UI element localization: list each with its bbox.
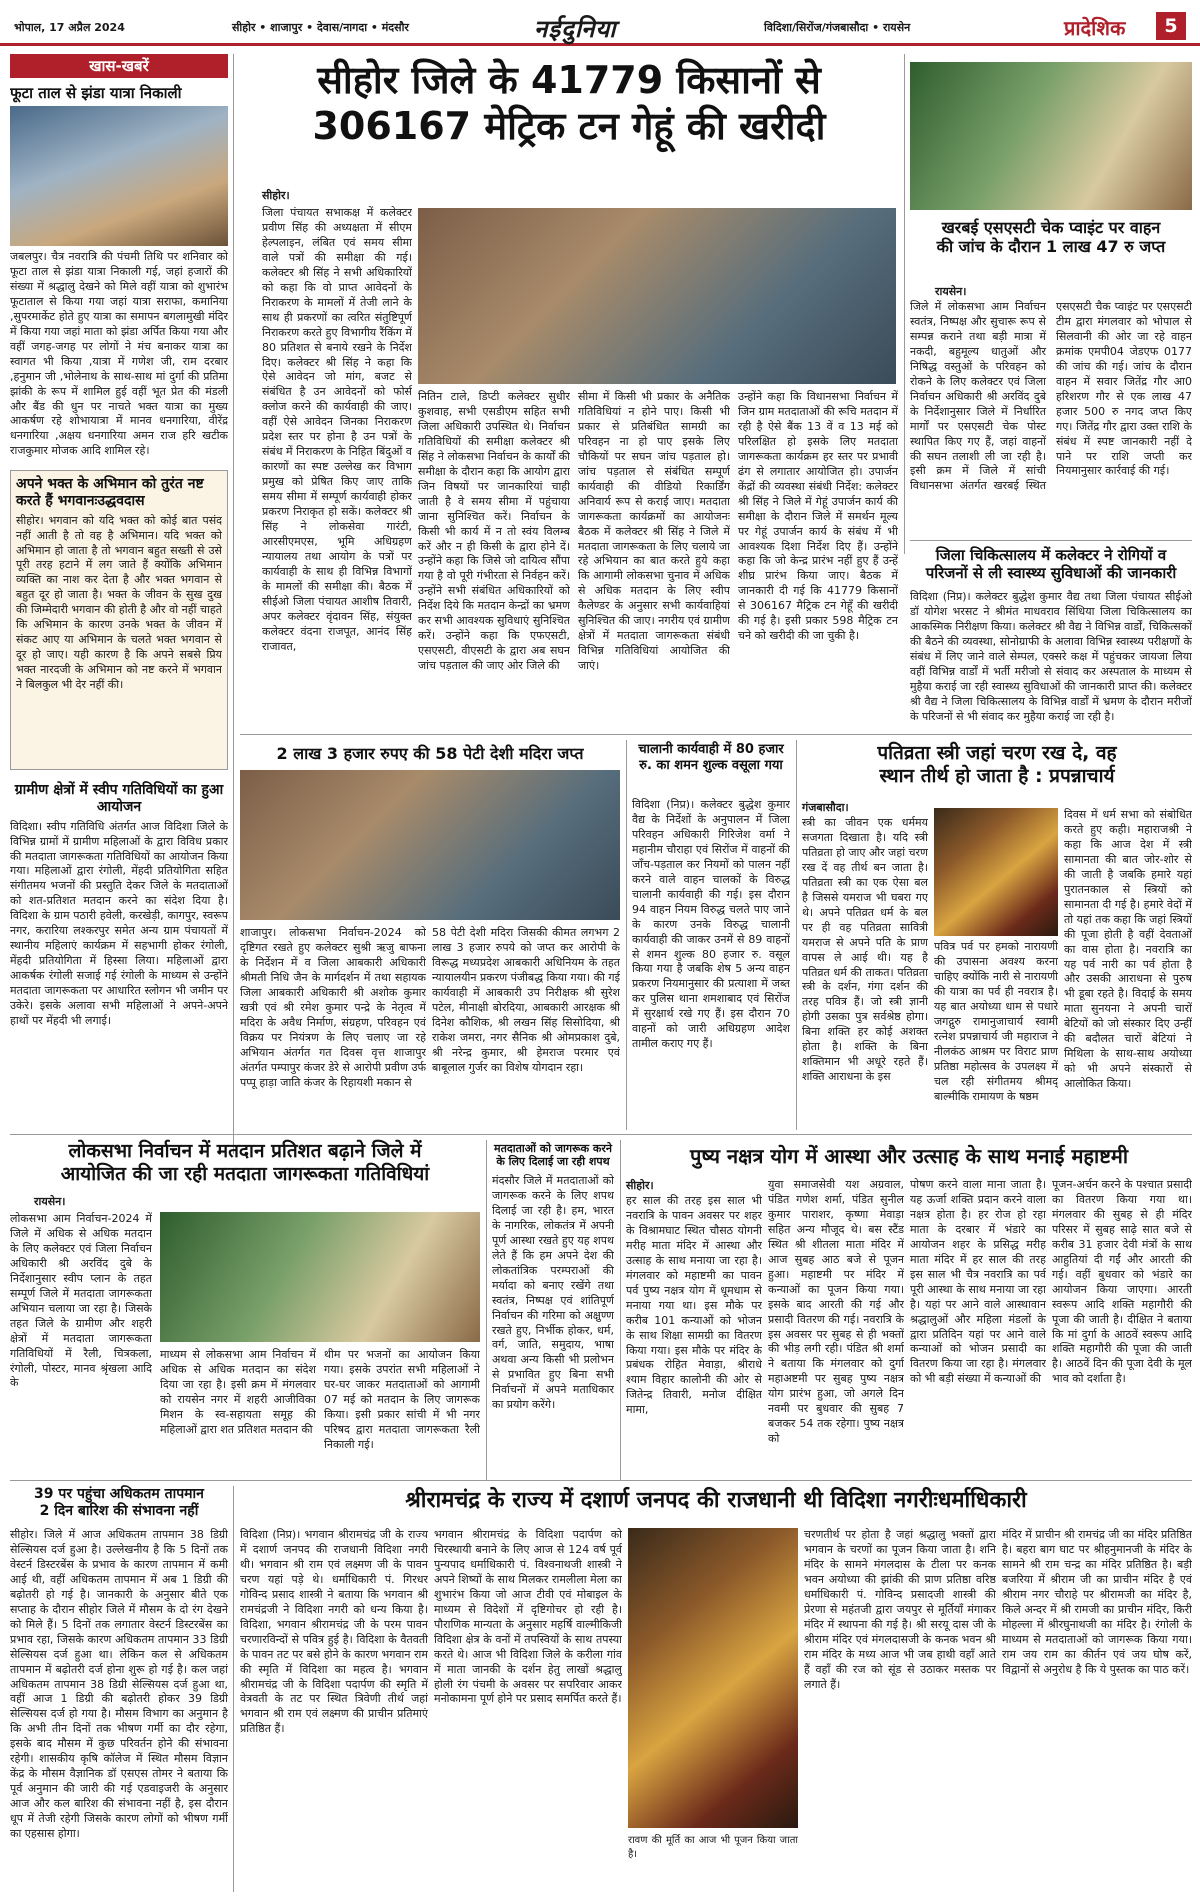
checkpoint-body: जिले में लोकसभा आम निर्वाचन स्वतंत्र, निष्पक्ष और सुचारू रूप से सम्पन्न कराने तथा बड़ी मात्रा में नकदी, बहुमूल्य धातुओं और निषिद्ध वस्तुओं के परिवहन को रोकने के लिए कलेक्टर एवं जिला निर्वाचन अधिकारी श्री अरविंद दुबे के निर्देशानुसार जिले में निर्धारित मार्गों पर एसएसटी चेक पोस्ट स्थापित किए गए हैं, जहां वाहनों की सघन तलाशी ली जा रही है। इसी क्रम में जिले में सांची विधानसभा अंतर्गत खरबई स्थित एसएसटी चैक प्वाइंट पर एसएसटी टीम द्वारा मंगलवार को भोपाल से सिलवानी की ओर जा रहे वाहन क्रमांक एमपी04 जेडएफ 0177 की जांच की गई। जांच के दौरान वाहन में सवार जितेंद्र गौर आ0 हरिशरण गौर से एक लाख 47 हजार 500 रु नगद जप्त किए गए। जितेंद्र गौर द्वारा उक्त राशि के संबंध में स्पष्ट जानकारी नहीं दे पाने पर राशि जप्ती कर नियमानुसार कार्रवाई की गई। [910,300,1192,493]
story-box [10,470,228,770]
checkpoint-headline-line2: की जांच के दौरान 1 लाख 47 रु जप्त [936,237,1166,257]
pushya-headline: पुष्य नक्षत्र योग में आस्था और उत्साह के साथ मनाई महाष्टमी [689,1144,1129,1168]
vote-body-col3: थीम पर भजनों का आयोजन किया गया। इसके उपरांत सभी महिलाओं ने घर-घर जाकर मतदाताओं को आगामी 07 मई को मतदान के लिए जागरूक किया। इसी प्रकार सांची में भी नगर परिषद द्वारा मतदाता जागरूकता रैली निकाली गई। [324,1348,480,1451]
section-divider [10,1480,1192,1481]
ravana-photo-caption: रावण की मूर्ति का आज भी पूजन किया जाता है। [628,1835,798,1860]
column-divider [233,54,234,1154]
vidisha-body-col4: मंदिर में प्राचीन श्री रामचंद्र जी का मंदिर प्रतिष्ठित है। बहरा बाग घाट पर श्रीहनुमानजी के मंदिर के सामने श्री राम चन्द्र का मंदिर प्रतिष्ठित है। बड़ी बजरिया में श्रीराम जी का प्राचीन मंदिर है एवं श्रीराम नगर चौराहे पर श्रीरामजी का मंदिर है, किले अन्दर में श्री रामजी का प्राचीन मंदिर, किरी मोहल्ला में श्रीरघुनाथजी का मंदिर है। रंगोली के माध्यम से मतदाताओं को जागरूक किया गया। राम जय राम का कीर्तन एवं जय घोष करें, विद्वानों से अनुरोध है कि ये पुस्तक का पाठ करें। [1002,1528,1192,1676]
pativrata-headline-line2: स्थान तीर्थ हो जाता है : प्रपन्नाचार्य [879,764,1115,787]
procession-photo [10,106,228,246]
liquor-body-col1: शाजापुर। लोकसभा निर्वाचन-2024 को दृष्टिगत रखते हुए कलेक्टर सुश्री ऋजु बाफना के निर्देशन में व जिला आबकारी अधिकारी श्रीमती निधि जैन के मार्गदर्शन में तथा सहायक जिला आबकारी अधिकारी श्री अशोक कुमार खत्री एवं श्री रमेश कुमार पन्द्रे के नेतृत्व में मदिरा के अवैध निर्माण, संग्रहण, परिवहन एवं विक्रय पर नियंत्रण के लिए चलाए जा रहे अभियान अंतर्गत गत दिवस वृत्त शाजापुर अंतर्गत पम्पापुर कंजर डेरे से आरोपी प्रवीण उर्फ पप्पू हाड़ा जाति कंजर के रिहायशी मकान से [240,926,426,1089]
column-divider [233,1486,234,1892]
checkpoint-headline [910,218,1192,256]
saint-photo [934,808,1058,936]
column-divider [796,740,797,1130]
challan-headline: चालानी कार्यवाही में 80 हजार रु. का शमन शुल्क वसूला गया [638,742,784,773]
liquor-body-col2: 58 पेटी देशी मदिरा जिसकी कीमत लगभग 2 लाख 3 हजार रुपये को जप्त कर आरोपी के विरूद्ध मध्यप्रदेश आबकारी अधिनियम के तहत न्यायालयीन प्रकरण पंजीबद्ध किया गया। की गई कार्यवाही में आबकारी उप निरीक्षक श्री सुरेश पटेल, मीनाक्षी बोरदिया, आबकारी आरक्षक श्री दिनेश कौशिक, श्री लखन सिंह सिसोदिया, श्री राकेश जमरा, नगर सैनिक श्री ओमप्रकाश दुबे, श्री नरेन्द्र कुमार, श्री हेमराज परमार एवं बाबूलाल गुर्जर का विशेष योगदान रहा। [432,926,620,1074]
lead-dateline: सीहोर। [262,189,290,202]
lead-body-col1: जिला पंचायत सभाकक्ष में कलेक्टर प्रवीण सिंह की अध्यक्षता में सीएम हेल्पलाइन, लंबित एवं समय सीमा वाले पत्रों की समीक्षा की गई। कलेक्टर श्री सिंह ने सभी अधिकारियों को कहा कि वो प्राप्त आवेदनों के निराकरण के मामलों में तेजी लाने के साथ ही प्रकरणों का त्वरित संतुष्टिपूर्ण निराकरण करते हुए विभागीय रैंकिंग में 80 प्रतिशत से बनाये रखने के निर्देश दिए। कलेक्टर श्री सिंह ने कहा कि ऐसे आवेदन जो मांग, बजट से संबंधित है उन आवेदनों को फोर्स क्लोज करने की कार्यवाही की जाए। वहीं ऐसे आवेदन जिनका निराकरण प्रदेश स्तर पर होना है उन पत्रों के संबंध में निराकरण के निहित बिंदुओं व कारणों का स्पष्ट उल्लेख कर विभाग प्रमुख को प्रेषित किए जाए ताकि समय सीमा में सम्पूर्ण कार्यवाही होकर प्रकरण निराकृत हो सकें। कलेक्टर श्री सिंह ने लोकसेवा गारंटी, आरसीएमएस, भूमि अधिग्रहण न्यायालय तथा आयोग के पत्रों पर कार्यवाही के साथ ही विभिन्न विभागों के मामलों की समीक्षा की। बैठक में सीईओ जिला पंचायत आशीष तिवारी, अपर कलेक्टर वृंदावन सिंह, संयुक्त कलेक्टर वंदना राजपूत, आनंद सिंह राजावत, [262,206,412,653]
vote-body-col1: लोकसभा आम निर्वाचन-2024 में जिले में अधिक से अधिक मतदान के लिए कलेक्टर एवं जिला निर्वाचन अधिकारी श्री अरविंद दुबे के निर्देशानुसार स्वीप प्लान के तहत सम्पूर्ण जिले में मतदाता जागरूकता अभियान चलाया जा रहा है। जिसके तहत जिले के ग्रामीण और शहरी क्षेत्रों में मतदाता जागरूकता गतिविधियों में रैली, चित्रकला, रंगोली, पोस्टर, मानव श्रृंखला आदि के [10,1212,152,1390]
meeting-photo [418,208,896,384]
story-body: सीहोर। भगवान को यदि भक्त को कोई बात पसंद नहीं आती है तो वह है अभिमान। यदि भक्त को अभिमान हो जाता है तो भगवान बहुत सख्ती से उसे पूरी तरह हटाने में लग जाते हैं क्योंकि अभिमान व्यक्ति का नाश कर देता है और भक्त भगवान से बहुत दूर हो जाता है। भक्त के जीवन के सुख दुख की जिम्मेदारी भगवान की होती है और वो नहीं चाहते कि अभिमान के कारण उनके भक्त के जीवन में संकट आए या अभिमान के चलते भक्त भगवान से दूर हो जाए। यही कारण है कि अपने सबसे प्रिय भक्त नारदजी के अभिमान को नष्ट करने में भगवान ने बिलकुल भी देर नहीं की। [16,513,222,692]
hospital-headline [910,546,1192,582]
section-divider [10,1134,1192,1135]
oath-body: मंदसौर जिले में मतदाताओं को जागरूक करने के लिए शपथ दिलाई जा रही है। हम, भारत के नागरिक, लोकतंत्र में अपनी पूर्ण आस्था रखते हुए यह शपथ लेते हैं कि हम अपने देश की लोकतांत्रिक परम्पराओं की मर्यादा को बनाए रखेंगे तथा स्वतंत्र, निष्पक्ष एवं शांतिपूर्ण निर्वाचन की गरिमा को अक्षुण्ण रखते हुए, निर्भीक होकर, धर्म, वर्ग, जाति, समुदाय, भाषा अथवा अन्य किसी भी प्रलोभन से प्रभावित हुए बिना सभी निर्वाचनों में अपने मताधिकार का प्रयोग करेंगे। [492,1174,614,1412]
checkpoint-headline-line1: खरबई एसएसटी चेक प्वाइंट पर वाहन [941,218,1161,237]
vote-headline-line1: लोकसभा निर्वाचन में मतदान प्रतिशत बढ़ाने जिले में [68,1140,422,1162]
pativrata-body-col3: दिवस में धर्म सभा को संबोधित करते हुए कही। महाराजश्री ने कहा कि आज देश में स्त्री सामानता की बात जोर-शोर से की जाती है जबकि हमारे यहां पुरातनकाल से स्त्रियों को सामानता दी गई है। हमारे वेदों में तो यहां तक कहा कि जहां स्त्रियों की पूजा होती है वहीं देवताओं का वास होता है। नवरात्रि का यह पर्व नारी का पर्व होता है और उसकी आराधना से पुरुष भी डूबा रहते है। विदाई के समय माता सुनयना ने अपनी चारों बेटियों को जो संस्कार दिए उन्हीं की बदौलत चारों बेटियां ने मिथिला के साथ-साथ अयोध्या को भी अपने संस्कारों से आलोकित किया। [1064,808,1192,1091]
story-title: ग्रामीण क्षेत्रों में स्वीप गतिविधियों का हुआ आयोजन [14,782,224,815]
page-header [0,0,1200,46]
edition-cities-left: सीहोर • शाजापुर • देवास/नागदा • मंदसौर [232,21,409,34]
section-divider [240,734,1192,735]
column-divider [626,740,627,1130]
rally-photo [160,1212,480,1342]
hospital-body: विदिशा (निप्र)। कलेक्टर बुद्धेश कुमार वैद्य तथा जिला पंचायत सीईओ डॉ योगेश भरसट ने श्रीमंत माधवराव सिंधिया जिला चिकित्सालय का आकस्मिक निरीक्षण किया। कलेक्टर श्री वैद्य ने विभिन्न वार्डों, चिकित्सकों की बैठने की व्यवस्था, सोनोग्राफी के अलावा विभिन्न स्वास्थ्य परीक्षणों के संबंध में लिए जाने वाले सेम्पल, एक्सरे कक्ष में पहुंचकर जायजा लिया वहीं विभिन्न वार्डों में भर्ती मरीजो से संवाद कर अस्पताल के माध्यम से मुहैया कराई जा रही स्वास्थ्य सुविधाओं की जानकारी प्राप्त की। कलेक्टर श्री वैद्य ने जिला चिकित्सालय के विभिन्न वार्डों में भ्रमण के दौरान मरीजों के परिजनों से भी संवाद कर मुहैया कराई जा रही है। [910,590,1192,723]
pativrata-dateline: गंजबासौदा। [802,801,849,814]
lead-body-col3: सीमा में किसी भी प्रकार के अनैतिक गतिविधियां न होने पाए। किसी भी प्रकार से प्रतिबंधित सामग्री का परिवहन ना हो पाए इसके लिए चौकियों पर सघन जांच पड़ताल हो। जांच पड़ताल से संबंधित सम्पूर्ण कार्यवाही की वीडियो रिकार्डिंग अनिवार्य रूप से कराई जाए। मतदाता जागरूकता कार्यक्रमों का आयोजनः बैठक में कलेक्टर श्री सिंह ने जिले में मतदाता जागरूकता के लिए चलाये जा रहे अभियान का बात करते हुये कहा कि आगामी लोकसभा चुनाव में अधिक से अधिक मतदान के लिए स्वीप कैलेण्डर के अनुसार सभी कार्यवाहियां सुनिश्चित की जाए। नगरीय एवं ग्रामीण क्षेत्रों में मतदाता जागरूकता संबंधी विभिन्न गतिविधियां आयोजित की जाएं। [578,390,730,673]
lead-body-col4: उन्होंने कहा कि विधानसभा निर्वाचन में जिन ग्राम मतदाताओं की रूचि मतदान में रही है ऐसे बैंक 13 वें व 13 मई को परिलक्षित हो इसके लिए मतदाता जागरूकता कार्यक्रम हर स्तर पर प्रभावी ढंग से लगातार आयोजित हो। उपार्जन केंद्रों की व्यवस्था संबंधी निर्देश: कलेक्टर श्री सिंह ने जिले में गेहूं उपार्जन कार्य की समीक्षा के दौरान जिले में समर्थन मूल्य पर गेहूं उपार्जन कार्य के संबंध में भी आवश्यक दिशा निर्देश दिए हैं। उन्होंने कहा कि जो केन्द्र प्रारंभ नहीं हुए हैं उन्हें शीघ्र प्रारंभ किया जाए। बैठक में जानकारी दी गई कि 41779 किसानों से 306167 मैट्रिक टन गेहूँ की खरीदी की गई है। इसी प्रकार 598 मैट्रिक टन चने को खरीदी की जा चुकी है। [738,390,898,643]
ravana-idol-photo [628,1528,798,1828]
vote-headline [10,1140,480,1186]
challan-body: विदिशा (निप्र)। कलेक्टर बुद्धेश कुमार वैद्य के निर्देशों के अनुपालन में जिला परिवहन अधिकारी गिरिजेश वर्मा ने महानीम चौराहा एवं सिरोंज में वाहनों की जाँच-पड़ताल कर नियमों को पालन नहीं करने वाले वाहन चालकों के विरुद्ध चालानी कार्यवाही की गई। इस दौरान 94 वाहन नियम विरुद्ध चलते पाए जाने के कारण उनके विरुद्ध चालानी कार्यवाही की जाकर उनमें से 89 वाहनों से शमन शुल्क 80 हजार रु. वसूल किया गया है जबकि शेष 5 अन्य वाहन प्रकरण नियमानुसार की प्रत्याशा में जब्त कर पुलिस थाना शमशाबाद एवं सिरोंज में सुरक्षार्थ रखे गए हैं। इस दौरान 70 वाहनों को जारी अधिग्रहण आदेश तामील कराए गए हैं। [632,798,790,1051]
vidisha-body-col3: चरणतीर्थ पर होता है जहां श्रद्धालु भक्तों द्वारा भगवान के चरणों का पूजन किया जाता है। शनि मंदिर के सामने मंगलदास के टीला पर कनक भवन अयोध्या की झांकी की प्राण प्रतिष्ठा वरिष्ठ धर्माधिकारी पं. गोविन्द प्रसादजी शास्त्री की प्रेरणा से महंतजी द्वारा जयपुर से मूर्तियाँ मंगाकर मंदिर में स्थापना की गई है। श्री सरयू दास जी के श्रीराम मंदिर एवं मंगलदासजी के कनक भवन श्री राम मंदिर के मध्य आज भी जब हाथी वहाँ आते हैं वहाँ की रज को सूंड से उठाकर मस्तक पर लगाते हैं। [804,1528,996,1691]
pushya-dateline: सीहोर। [626,1179,654,1192]
vidisha-body-col1: विदिशा (निप्र)। भगवान श्रीरामचंद्र जी के राज्य में दशार्ण जनपद की राजधानी विदिशा नगरी थी। भगवान श्री राम एवं लक्ष्मण जी के पावन चरण यहां पड़े थे। धर्माधिकारी पं. गिरधर गोविन्द प्रसाद शास्त्री ने बताया कि भगवान श्री रामचंद्रजी ने विदिशा नगरी को धन्य किया है। विदिशा, भगवान श्रीरामचंद्र जी के परम पावन चरणारविन्दों से पवित्र हुई है। विदिशा के वैतवती के पावन तट पर बसे होने के कारण भगवान राम की स्मृति में विदिशा का महत्व है। भगवान श्रीरामचंद्र जी के विदिशा पदार्पण की स्मृति में वेत्रवती के तट पर स्थित त्रिवेणी तीर्थ जहां भगवान श्री राम एवं लक्ष्मण की प्राचीन प्रतिमाएं प्रतिष्ठित हैं। [240,1528,428,1736]
pushya-body-col2: युवा समाजसेवी यश अग्रवाल, पंडित गणेश शर्मा, पंडित सुनील कुमार पाराशर, कृष्णा मेवाड़ा सहित अन्य मौजूद थे। बस स्टैंड स्थित श्री शीतला माता मंदिर में आज सुबह आठ बजे से पूजन हुआ। महाष्टमी पर मंदिर में कन्याओं का पूजन किया गया। इसके बाद आरती की गई और प्रसादी वितरण की गई। नवरात्रि के इस अवसर पर सुबह से ही भक्तों की भीड़ लगी रही। पंडित श्री शर्मा ने बताया कि मंगलवार को दुर्गा महाअष्टमी पर सुबह पुष्य नक्षत्र योग प्रारंभ हुआ, जो अगले दिन नवमी पर बुधवार की सुबह 7 बजकर 54 तक रहेगा। पुष्य नक्षत्र को [768,1178,904,1446]
column-divider [620,1140,621,1480]
pushya-body-col3: पोषण करने वाला माना जाता है। यह ऊर्जा शक्ति प्रदान करने वाला नक्षत्र होता है। हर रोज हो रहा माता के दरबार में भंडारे का आयोजन शहर के प्रसिद्ध मरीह माता मंदिर में हर साल की तरह इस साल भी चैत्र नवरात्रि का पर्व पूरी आस्था के साथ मनाया जा रहा है। यहां पर आने वाले आस्थावान श्रद्धालुओं और महिला मंडलों के द्वारा प्रतिदिन यहां पर आने वाले कन्याओं को भोजन प्रसादी का वितरण किया जा रहा है। मंगलवार को भी बड़ी संख्या में कन्याओं की [910,1178,1046,1386]
weather-headline-line1: 39 पर पहुंचा अधिकतम तापमान [34,1486,204,1502]
hospital-headline-line2: परिजनों से ली स्वास्थ्य सुविधाओं की जानकारी [925,564,1177,582]
weather-headline [10,1486,228,1520]
pushya-body-col4: पूजन-अर्चन करने के पश्चात प्रसादी का वितरण किया गया था। मंगलवार की सुबह से ही मंदिर परिसर में सुबह साढ़े सात बजे से करीब 31 हजार देवी मंत्रों के साथ आहुतियां दी गईं और आरती की गई। वहीं बुधवार को भंडारे का आयोजन किया जाएगा। आरती स्वरूप आदि शक्ति महागौरी की पूजा की जाती है। दीक्षित ने बताया कि मां दुर्गा के आठवें स्वरूप आदि शक्ति महागौरी की पूजा की जाती है। आठवें दिन की पूजा देवी के मूल भाव को दर्शाता है। [1052,1178,1192,1386]
edition-date: भोपाल, 17 अप्रैल 2024 [14,21,125,34]
checkpoint-photo [910,62,1192,210]
pativrata-headline [802,742,1192,788]
oath-headline: मतदाताओं को जागरूक करने के लिए दिलाई जा रही शपथ [494,1142,612,1169]
vote-dateline: रायसेन। [34,1195,66,1208]
pativrata-headline-line1: पतिव्रता स्त्री जहां चरण रख दे, वह [877,742,1117,764]
pativrata-body-col1: स्त्री का जीवन एक धर्ममय सजगता दिखाता है। यदि स्त्री पतिव्रता हो जाए और जहां चरण रख दें वह तीर्थ बन जाता है। पतिव्रता स्त्री का एक ऐसा बल है जिससे यमराज भी घबरा गए थे। अपने पतिव्रत धर्म के बल पर ही वह पतिव्रता सावित्री यमराज से अपने पति के प्राण वापस ले आई थी। यह है पतिव्रत धर्म की ताकत। पतिव्रता स्त्री के दर्शन, गंगा दर्शन की तरह पवित्र हैं। जो स्त्री ज्ञानी होगी उसका पुत्र सर्वश्रेष्ठ होगा। बिना शक्ति हर कोई अशक्त होता है। शक्ति के बिना शक्तिमान भी अधूरे रहते हैं। शक्ति आराधना के इस [802,816,928,1084]
hospital-headline-line1: जिला चिकित्सालय में कलेक्टर ने रोगियों व [935,546,1167,564]
newspaper-logo: नईदुनिया [534,15,617,43]
story-title: अपने भक्त के अभिमान को तुरंत नष्ट करते हैं भगवानःउद्धवदास [16,476,204,509]
khas-khabrein-kicker: खास-खबरें [10,54,228,78]
lead-headline-line1: सीहोर जिले के 41779 किसानों से [317,58,821,102]
vidisha-headline: श्रीरामचंद्र के राज्य में दशार्ण जनपद की राजधानी थी विदिशा नगरीःधर्माधिकारी [405,1488,1027,1513]
weather-headline-line2: 2 दिन बारिश की संभावना नहीं [39,1502,199,1519]
lead-headline-line2: 306167 मेट्रिक टन गेहूं की खरीदी [312,103,826,148]
pushya-body-col1: हर साल की तरह इस साल भी नवरात्रि के पावन अवसर पर शहर के विश्रामघाट स्थित चौसठ योगनी मरीह माता मंदिर में आस्था और उत्साह के साथ मनाया जा रहा है। मंगलवार को महाष्टमी का पावन पर्व पुष्य नक्षत्र योग में धूमधाम से मनाया गया था। इस मौके पर करीब 101 कन्याओं को भोजन के साथ शिक्षा सामग्री का वितरण किया गया। इस मौके पर मंदिर के प्रबंधक रोहित मेवाड़ा, श्रीराधे श्याम विहार कालोनी की ओर से जितेन्द्र तिवारी, मनोज दीक्षित मामा, [626,1194,762,1417]
weather-body: सीहोर। जिले में आज अधिकतम तापमान 38 डिग्री सेल्सियस दर्ज हुआ है। उल्लेखनीय है कि 5 दिनों तक वेस्टर्न डिस्टरबेंस के प्रभाव के कारण तापमान में कमी आई थी, वहीं अधिकतम तापमान में अब 1 डिग्री की बढ़ोतरी हो गई है। जानकारी के अनुसार बीते एक सप्ताह के दौरान सीहोर जिले में मौसम के दो रंग देखने को मिले हैं। 5 दिनों तक लगातार वेस्टर्न डिस्टरबेंस का प्रभाव रहा, जिसके कारण अधिकतम तापमान 33 डिग्री सेल्सियस दर्ज हुआ था। लेकिन कल से अधिकतम तापमान में बढ़ोतरी दर्ज होना शुरू हो गई है। कल जहां अधिकतम तापमान 38 डिग्री सेल्सियस दर्ज हुआ था, वहीं आज 1 डिग्री की बढ़ोतरी होकर 39 डिग्री सेल्सियस दर्ज हो गया है। मौसम विभाग का अनुमान है कि अभी तीन दिनों तक भीषण गर्मी का दौर रहेगा, इसके बाद मौसम में कुछ परिवर्तन होने की संभावना रहेगी। शासकीय कृषि कॉलेज में स्थित मौसम विज्ञान केंद्र के मौसम वैज्ञानिक डॉ एसएस तोमर ने बताया कि पूर्व अनुमान की जारी की गई एडवाइजरी के अनुसार आज और कल बारिश की संभावना नहीं है, इस दौरान धूप में तेजी रहेगी जिसके कारण लोगों को भीषण गर्मी का एहसास होगा। [10,1528,228,1841]
checkpoint-dateline: रायसेन। [935,285,967,298]
pativrata-body-col2: पवित्र पर्व पर हमको नारायणी की उपासना अवश्य करना चाहिए क्योंकि नारी से नारायणी की यात्रा का पर्व ही नवरात्र है। यह बात अयोध्या धाम से पधारे जगद्गुरु रामानुजाचार्य स्वामी रत्नेश प्रपन्नाचार्य जी महाराज ने नीलकंठ आश्रम पर विराट प्राण प्रतिष्ठा महोत्सव के उपलक्ष्य में चल रही संगीतमय श्रीमद् बाल्मीकि रामायण के षष्ठम [934,940,1058,1103]
seizure-photo [240,770,620,920]
story-title: फूटा ताल से झंडा यात्रा निकाली [10,84,182,102]
vidisha-body-col2: भगवान श्रीरामचंद्र के विदिशा पदार्पण को चिरस्थायी बनाने के लिए आज से 124 वर्ष पूर्व पुन्यपाद धर्माधिकारी पं. विश्वनाथजी शास्त्री ने अपने शिष्यों के साथ मिलकर रामलीला मेला का शुभारंभ किया जो आज टीवी एवं मोबाइल के माध्यम से विदेशों में दृष्टिगोचर हो रही है। पौराणिक मान्यता के अनुसार महर्षि वाल्मीकिजी विदिशा क्षेत्र के वनों में तपस्वियों के साथ तपस्या करते थे। आज भी विदिशा जिले के करीला गांव में माता जानकी के दर्शन हेतु लाखों श्रद्धालु होली रंग पंचमी के अवसर पर सपरिवार आकर मनोकामना पूर्ण होने पर प्रसाद समर्पित करते हैं। [434,1528,622,1706]
edition-cities-right: विदिशा/सिरोंज/गंजबासौदा • रायसेन [764,21,911,34]
lead-headline [240,58,898,149]
column-divider [904,54,905,554]
story-body: विदिशा। स्वीप गतिविधि अंतर्गत आज विदिशा जिले के विभिन्न ग्रामों में ग्रामीण महिलाओं के द्वारा विविध प्रकार की मतदाता जागरूकता गतिविधियों का आयोजन किया गया। महिलाओं द्वारा रंगोली, मेंहदी प्रतियोगिता सहित संगीतमय भजनों की प्रस्तुति देकर जिले के मतदाताओं को शत-प्रतिशत मतदान करने का संदेश दिया है। विदिशा के ग्राम पठारी हवेली, करखेड़ी, कागपुर, स्वरूप नगर, करारिया लश्करपुर समेत अन्य ग्राम पंचायतों में स्थानीय महिलाएं कार्यक्रम में सहभागी होकर रंगोली, मेंहदी प्रतियोगिता में हिस्सा लिया। महिलाओं द्वारा आकर्षक रंगोली सजाई गई रंगोली के माध्यम से उन्होंने मतदाता जागरूकता पर आधारित स्लोगन भी जमीन पर उकेरे। इसके अलावा सभी महिलाओं ने अपने-अपने हाथों पर मेंहदी भी लगाई। [10,819,228,1027]
column-divider [486,1140,487,1480]
liquor-headline: 2 लाख 3 हजार रुपए की 58 पेटी देशी मदिरा जप्त [276,744,584,763]
vote-headline-line2: आयोजित की जा रही मतदाता जागरूकता गतिविधियां [60,1162,430,1185]
section-divider [910,540,1192,541]
story-body: जबलपुर। चैत्र नवरात्रि की पंचमी तिथि पर शनिवार को फूटा ताल से झंडा यात्रा निकाली गई, जहां हजारों की संख्या में श्रद्धालु देखने को मिले वहीं यात्रा को शुभारंभ फूटाताल से किया गया जहां यात्रा सराफा, कमानिया ,सुपरमार्केट होते हुए यात्रा का समापन बगलामुखी मंदिर में किया गया जहां माता को झंडा अर्पित किया गया और वहीं जगह-जगह पर लोगों ने मंच बनाकर यात्रा का स्वागत भी किया ,यात्रा में गणेश जी, राम दरबार ,हनुमान जी ,भोलेनाथ के साथ-साथ मां दुर्गा की प्रतिमा झांकी के रूप में शामिल हुई वहीं भूत प्रेत की मंडली और बैंड की धुन पर नाचते भक्त यात्रा का मुख्य आकर्षण रहे शोभायात्रा में मानव धनगारिया, वीरेंद्र धनगारिया ,अक्षय धनगारिया अमन राज हरि खटीक राजकुमार मोजक आदि शामिल रहे। [10,250,228,458]
vote-body-col2: माध्यम से लोकसभा आम निर्वाचन में अधिक से अधिक मतदान का संदेश दिया जा रहा है। इसी क्रम में मंगलवार को रायसेन नगर में शहरी आजीविका मिशन के स्व-सहायता समूह की महिलाओं द्वारा शत प्रतिशत मतदान की [160,1348,316,1436]
lead-body-col2: नितिन टाले, डिप्टी कलेक्टर सुधीर कुशवाह, सभी एसडीएम सहित सभी जिला अधिकारी उपस्थित थे। निर्वाचन गतिविधियों की समीक्षा कलेक्टर श्री सिंह ने लोकसभा निर्वाचन के कार्यों की समीक्षा के दौरान कहा कि आयोग द्वारा जिन विषयों पर जानकारियां चाही जाती है वे समय सीमा में पहुंचाया जाना सुनिश्चित करें। निर्वाचन के किसी भी कार्य में न तो स्वंय विलम्ब करें और न ही किसी के द्वारा होने दें। उन्होंने कहा कि जिसे जो दायित्व सौंपा गया है वो पूरी गंभीरता से निर्वहन करें। उन्होंने सभी संबंधित अधिकारियों को निर्देश दिये कि मतदान केन्द्रों का भ्रमण कर सभी आवश्यक सुविधाएं सुनिश्चित करें। उन्होंने कहा कि एफएसटी, एसएसटी, वीएसटी के द्वारा अब सघन जांच पड़ताल की जाए ओर जिले की [418,390,570,673]
left-column [10,54,228,1204]
section-name: प्रादेशिक [1064,16,1126,40]
page-number: 5 [1156,12,1186,40]
